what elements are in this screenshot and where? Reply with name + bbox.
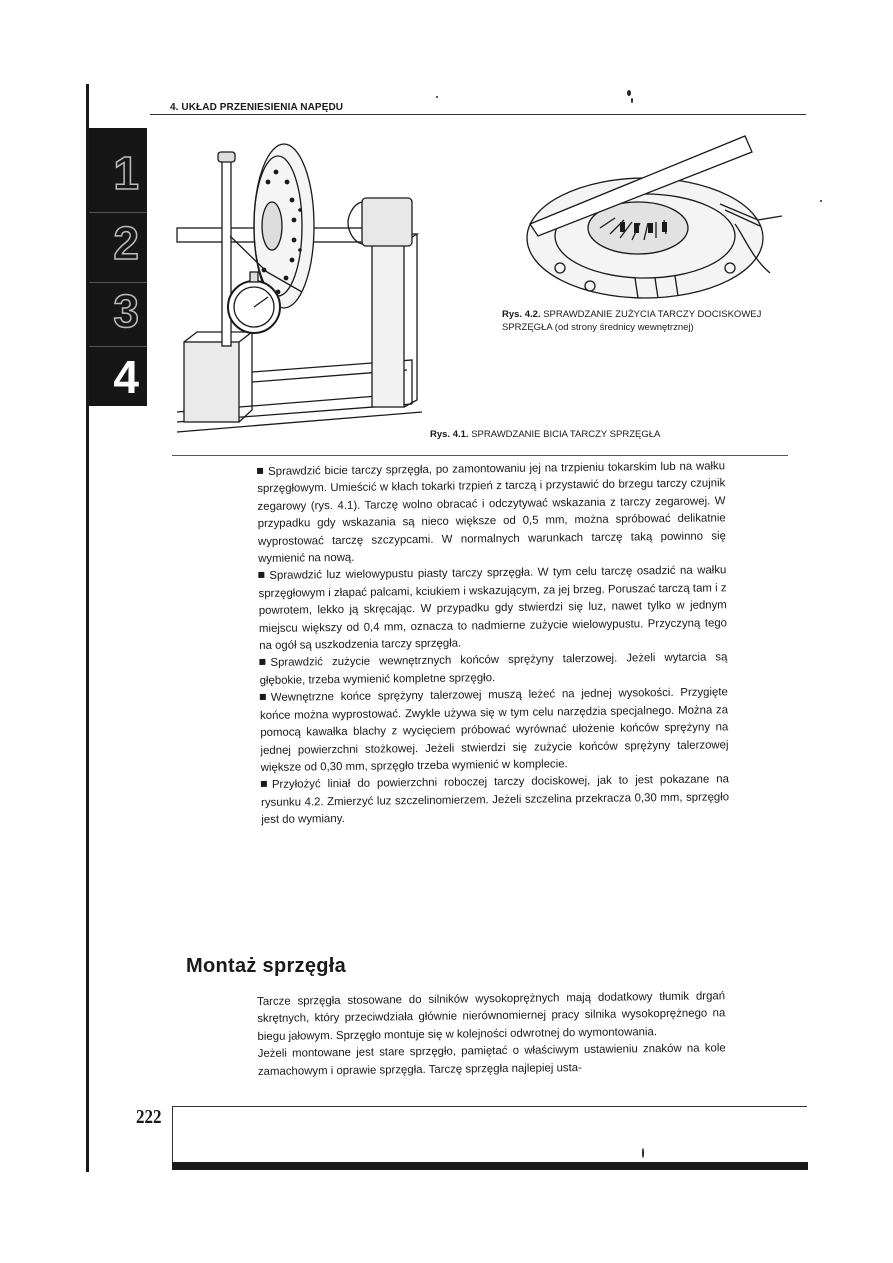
instruction-item: Sprawdzić luz wielowypustu piasty tarczy sprzęgła. W tym celu tarczę osadzić na wałku sprzęgłowym i złapać palcami, kciukiem i wskazującym, za jej brzeg. Poruszać tarczą tam i z powrotem, lekko ją skręcając. W przypadku gdy stwierdzi się luz, nawet tylko w jednym miejscu większy od 0,4 mm, oznacza to nadmierne zużycie wielowypustu. Przyczyną tego na ogół są uszkodzenia tarczy sprzęgła. bbox=[258, 564, 728, 653]
tab-divider bbox=[89, 282, 147, 283]
chapter-tab-2: 2 bbox=[113, 217, 139, 269]
chapter-tab-3: 3 bbox=[113, 285, 139, 337]
running-header: 4. UKŁAD PRZENIESIENIA NAPĘDU bbox=[170, 102, 344, 113]
figure-4-2-caption-line2: SPRZĘGŁA (od strony średnicy wewnętrznej) bbox=[502, 322, 694, 333]
section-paragraph: Tarcze sprzęgła stosowane do silników wysokoprężnych mają dodatkowy tłumik drgań skrętnych, który przeciwdziała głównie nierównomiernej pracy silnika wysokoprężnego na biegu jałowym. Sprzęgło montuje się w kolejności odwrotnej do wymontowania. bbox=[257, 990, 726, 1043]
instruction-item: Przyłożyć liniał do powierzchni roboczej tarczy dociskowej, jak to jest pokazane na rysunku 4.2. Zmierzyć luz szczelinomierzem. Jeżeli szczelina przekracza 0,30 mm, sprzęgło jest do wymiany. bbox=[261, 773, 730, 827]
header-rule bbox=[150, 114, 806, 115]
chapter-tabs bbox=[89, 128, 147, 406]
figure-4-2-caption-line1: SPRAWDZANIE ZUŻYCIA TARCZY DOCISKOWEJ bbox=[543, 309, 762, 320]
footer-vertical-rule bbox=[172, 1106, 173, 1162]
figure-pressure-plate-illustration bbox=[520, 128, 790, 304]
instruction-item: Wewnętrzne końce sprężyny talerzowej muszą leżeć na jednej wysokości. Przygięte końce można wyprostować. Zwykle używa się w tym celu narzędzia specjalnego. Można za pomocą kawałka blachy z wycięciem próbować wyrównać ułożenie końców sprężyny na jednej powierzchni stożkowej. Jeżeli stwierdzi się zużycie końców sprężyny talerzowej większe od 0,30 mm, sprzęgło trzeba wymienić w komplecie. bbox=[260, 686, 729, 774]
page-number: 222 bbox=[136, 1106, 162, 1128]
figure-4-2-caption bbox=[502, 308, 792, 334]
figure-4-1-number: Rys. 4.1. bbox=[430, 429, 469, 440]
inspection-instructions bbox=[257, 458, 729, 829]
bullet-square-icon bbox=[259, 659, 265, 665]
bullet-square-icon bbox=[260, 694, 266, 700]
instruction-item: Sprawdzić bicie tarczy sprzęgła, po zamontowaniu jej na trzpieniu tokarskim lub na wałku sprzęgłowym. Umieścić w kłach tokarki trzpień z tarczą i przystawić do brzegu tarczy czujnik zegarowy (rys. 4.1). Tarczę wolno obracać i odczytywać wskazania z tarczy zegarowej. W przypadku gdy wskazania są nieco większe od 0,5 mm, można spróbować delikatnie wyprostować tarczę szczypcami. W normalnych warunkach tarczę taką powinno się wymienić na nową. bbox=[257, 460, 726, 566]
figure-4-1-caption-text: SPRAWDZANIE BICIA TARCZY SPRZĘGŁA bbox=[471, 429, 661, 440]
scan-speck bbox=[631, 98, 633, 103]
tab-divider bbox=[89, 212, 147, 213]
footer-rule bbox=[172, 1106, 807, 1107]
scan-speck bbox=[627, 90, 631, 96]
figure-4-2-number: Rys. 4.2. bbox=[502, 309, 541, 320]
chapter-tab-4-active: 4 bbox=[113, 351, 139, 403]
instruction-item: Sprawdzić zużycie wewnętrznych końców sprężyny talerzowej. Jeżeli wytarcia są głębokie, trzeba wymienić kompletne sprzęgło. bbox=[259, 651, 728, 687]
scan-speck bbox=[820, 200, 822, 202]
figure-divider bbox=[172, 455, 788, 456]
scan-speck bbox=[436, 96, 438, 98]
footer-bar bbox=[172, 1162, 808, 1170]
chapter-tab-1: 1 bbox=[113, 147, 139, 199]
bullet-square-icon bbox=[261, 781, 267, 787]
section-body bbox=[257, 988, 726, 1081]
figure-4-1-caption bbox=[430, 428, 660, 441]
scan-speck bbox=[642, 1148, 644, 1158]
figure-runout-check-illustration bbox=[172, 142, 432, 437]
bullet-square-icon bbox=[258, 572, 264, 578]
section-heading: Montaż sprzęgła bbox=[186, 955, 347, 977]
bullet-square-icon bbox=[257, 468, 263, 474]
section-paragraph: Jeżeli montowane jest stare sprzęgło, pamiętać o właściwym ustawieniu znaków na kole zamachowym i oprawie sprzęgła. Tarczę sprzęgła najlepiej usta- bbox=[257, 1042, 726, 1078]
tab-divider bbox=[89, 346, 147, 347]
